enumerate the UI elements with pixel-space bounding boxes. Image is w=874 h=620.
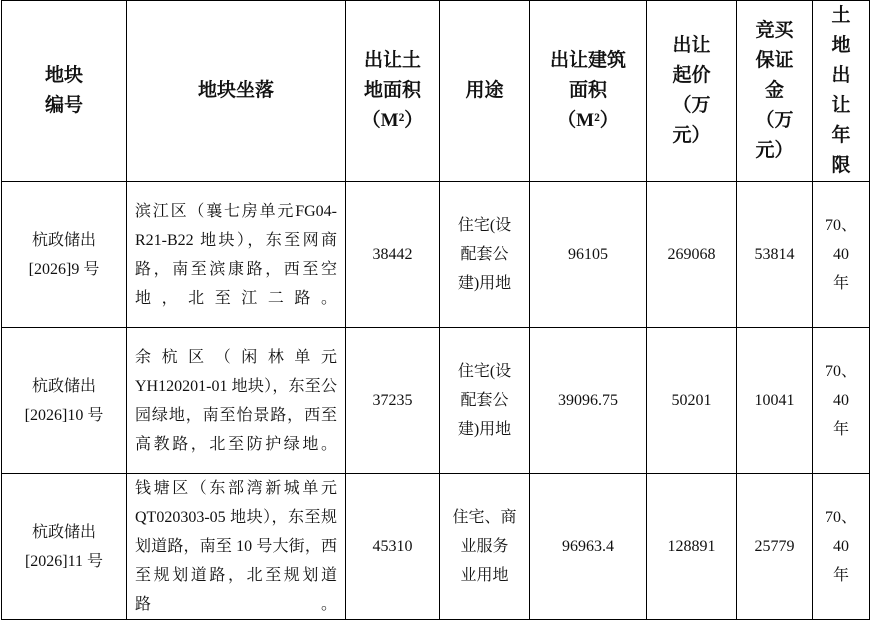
header-use: 用途 xyxy=(440,1,530,182)
start-price: 50201 xyxy=(647,328,737,474)
header-start-price: 出让 起价 （万 元） xyxy=(647,1,737,182)
term: 70、 40 年 xyxy=(813,328,870,474)
parcel-id: 杭政储出 [2026]10 号 xyxy=(2,328,127,474)
header-location: 地块坐落 xyxy=(127,1,346,182)
table-row xyxy=(2,474,870,620)
building-area: 96963.4 xyxy=(530,474,647,620)
land-area: 38442 xyxy=(346,182,440,328)
parcel-id: 杭政储出 [2026]9 号 xyxy=(2,182,127,328)
land-use: 住宅、商 业服务 业用地 xyxy=(440,474,530,620)
deposit: 10041 xyxy=(737,328,813,474)
table-row xyxy=(2,182,870,328)
parcel-location: 余杭区（闲林单元YH120201-01 地块），东至公园绿地，南至怡景路，西至高教路，北至防护绿地。 xyxy=(127,328,346,474)
header-row xyxy=(2,1,870,182)
header-parcel-id: 地块 编号 xyxy=(2,1,127,182)
header-building-area: 出让建筑 面积 （M²） xyxy=(530,1,647,182)
land-area: 45310 xyxy=(346,474,440,620)
start-price: 128891 xyxy=(647,474,737,620)
land-parcel-table xyxy=(1,0,870,620)
term: 70、 40 年 xyxy=(813,182,870,328)
header-land-area: 出让土 地面积 （M²） xyxy=(346,1,440,182)
land-use: 住宅(设 配套公 建)用地 xyxy=(440,182,530,328)
term: 70、 40 年 xyxy=(813,474,870,620)
table-row xyxy=(2,328,870,474)
deposit: 53814 xyxy=(737,182,813,328)
building-area: 96105 xyxy=(530,182,647,328)
start-price: 269068 xyxy=(647,182,737,328)
land-use: 住宅(设 配套公 建)用地 xyxy=(440,328,530,474)
parcel-location: 钱塘区（东部湾新城单元QT020303-05 地块），东至规划道路，南至 10 号大街，西至规划道路，北至规划道路。 xyxy=(127,474,346,620)
building-area: 39096.75 xyxy=(530,328,647,474)
deposit: 25779 xyxy=(737,474,813,620)
header-term: 土 地 出 让 年 限 xyxy=(813,1,870,182)
header-deposit: 竞买 保证 金 （万 元） xyxy=(737,1,813,182)
parcel-location: 滨江区（襄七房单元FG04-R21-B22 地块），东至网商路，南至滨康路，西至空地，北至江二路。 xyxy=(127,182,346,328)
land-area: 37235 xyxy=(346,328,440,474)
parcel-id: 杭政储出 [2026]11 号 xyxy=(2,474,127,620)
